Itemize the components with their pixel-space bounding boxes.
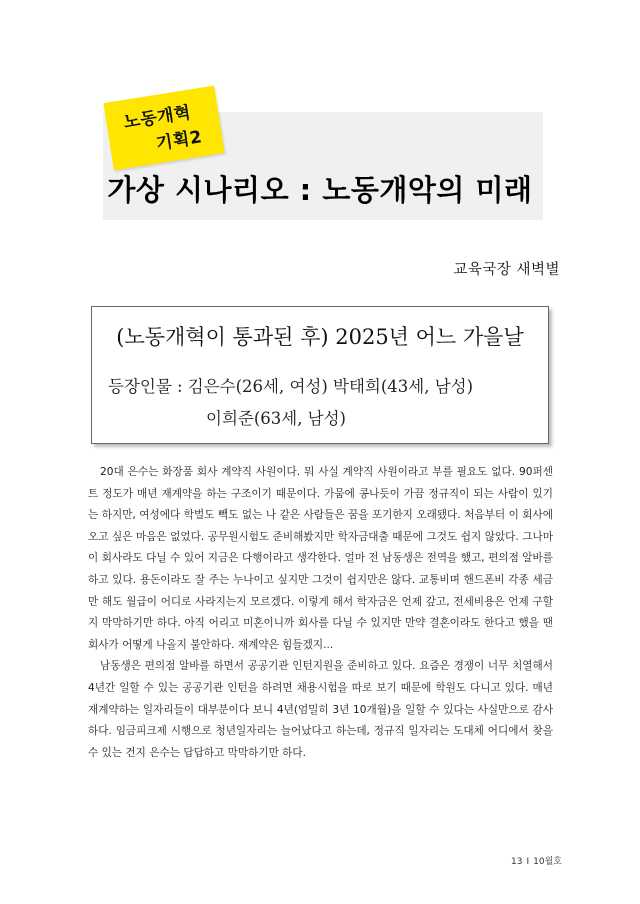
cast-line-1: 등장인물 : 김은수(26세, 여성) 박태희(43세, 남성)	[108, 377, 474, 396]
sticker-part-label: 기획2	[154, 127, 204, 155]
article-title: 가상 시나리오 : 노동개악의 미래	[107, 173, 533, 207]
article-body	[88, 462, 553, 764]
issue-label: 10월호	[533, 857, 562, 867]
footer-separator: I	[526, 857, 530, 867]
body-paragraph-2: 남동생은 편의점 알바를 하면서 공공기관 인턴지원을 준비하고 있다. 요즘은 경쟁이 너무 치열해서 4년간 일할 수 있는 공공기관 인턴을 하려면 채용시험을 따로 보기 때문에 학원도 다니고 있다. 매년 재계약하는 일자리들이 대부분이다 보니 4년(엄밀히 3년 10개월)을 일할 수 있다는 사실만으로 감사하다. 임금피크제 시행으로 청년일자리는 늘어났다고 하는데, 정규직 일자리는 도대체 어디에서 찾을 수 있는 건지 은수는 답답하고 막막하기만 하다.	[88, 660, 553, 759]
scenario-box	[91, 306, 549, 444]
page-footer	[511, 854, 562, 867]
cast-line-2: 이희준(63세, 남성)	[206, 409, 346, 428]
sticker-series-label: 노동개혁	[122, 102, 193, 134]
scenario-heading: (노동개혁이 통과된 후) 2025년 어느 가을날	[116, 325, 524, 349]
body-paragraph-1: 20대 은수는 화장품 회사 계약직 사원이다. 뭐 사실 계약직 사원이라고 부를 필요도 없다. 90퍼센트 정도가 매년 재계약을 하는 구조이기 때문이다. 가뭄에 콩나듯이 가끔 정규직이 되는 사람이 있기는 하지만, 여성에다 학벌도 빽도 없는 나 같은 사람들은 꿈을 포기한지 오래됐다. 처음부터 이 회사에 오고 싶은 마음은 없었다. 공무원시험도 준비해봤지만 학자금대출 때문에 그것도 쉽지 않았다. 그나마 이 회사라도 다닐 수 있어 지금은 다행이라고 생각한다. 얼마 전 남동생은 전역을 했고, 편의점 알바를 하고 있다. 용돈이라도 잘 주는 누나이고 싶지만 그것이 쉽지만은 않다. 교통비며 핸드폰비 각종 세금만 해도 월급이 어디로 사라지는지 모르겠다. 이렇게 해서 학자금은 언제 갚고, 전세비용은 언제 구할지 막막하기만 하다. 아직 어리고 미혼이니까 회사를 다닐 수 있지만 만약 결혼이라도 한다고 했을 땐 회사가 어떻게 나올지 불안하다. 재계약은 힘들겠지...	[88, 466, 553, 651]
page-number: 13	[511, 857, 523, 867]
author-byline: 교육국장 새벽별	[453, 262, 560, 278]
